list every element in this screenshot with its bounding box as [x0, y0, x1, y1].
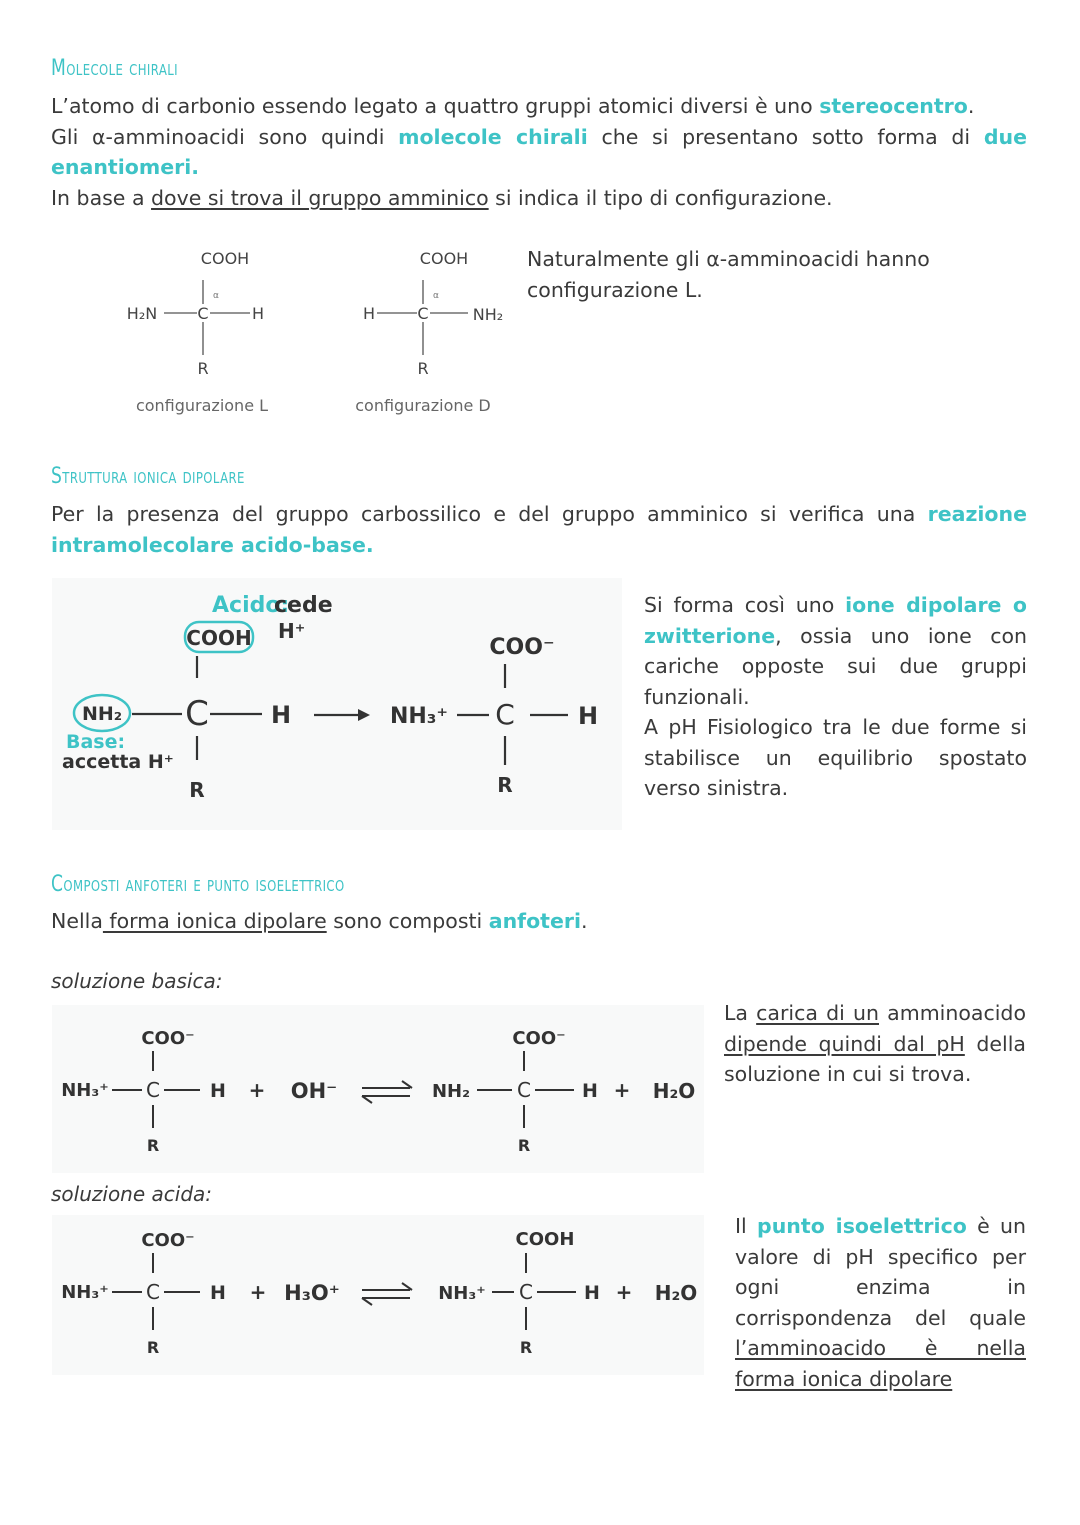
- basic-r-r: R: [517, 1136, 531, 1155]
- basic-equation-panel: [52, 1005, 704, 1173]
- basic-equation: [52, 1005, 704, 1173]
- term-zwitterione: ione dipolare o zwitterione: [644, 593, 1027, 648]
- acid-verb: cede: [274, 593, 333, 618]
- chirali-paragraph: L’atomo di carbonio essendo legato a quattro gruppi atomici diversi è uno stereocentro. Gli α-amminoacidi sono quindi molecole chirali che si presentano sotto forma di due enantiomeri.: [51, 94, 1027, 179]
- acid-r-left: NH₃⁺: [438, 1283, 486, 1304]
- product-carbon: C: [495, 698, 515, 731]
- basic-plus-1: +: [248, 1078, 266, 1102]
- underlined-forma-dipolare: l’amminoacido è nella forma ionica dipolare: [735, 1336, 1026, 1391]
- struct-d-top: COOH: [419, 249, 469, 268]
- equilibrium-arrows-acid: [362, 1283, 412, 1305]
- basic-r-left: NH₂: [431, 1081, 471, 1102]
- product-nh3: NH₃⁺: [389, 704, 449, 729]
- term-reazione-intramolecolare: reazione intramolecolare acido-base.: [51, 502, 1027, 557]
- product-coo: COO⁻: [489, 635, 555, 660]
- acid-plus-1: +: [249, 1280, 267, 1304]
- acid-r-r: R: [519, 1338, 533, 1357]
- basic-product: H₂O: [652, 1079, 696, 1103]
- underlined-dipende: dipende quindi dal pH: [724, 1031, 965, 1056]
- acid-r-top: COOH: [515, 1229, 575, 1250]
- zwitterion-diagram: [52, 578, 622, 830]
- struct-d-alpha: α: [433, 291, 439, 301]
- underlined-carica: carica di un: [756, 1001, 879, 1025]
- basic-l-h: H: [210, 1080, 226, 1102]
- underlined-forma-ionica: forma ionica dipolare: [102, 909, 327, 933]
- basic-plus-2: +: [613, 1078, 631, 1102]
- reactant-r: R: [189, 778, 205, 802]
- label-soluzione-acida: soluzione acida:: [51, 1182, 213, 1206]
- acid-equation-panel: [52, 1215, 704, 1375]
- anfoteri-paragraph: Nella forma ionica dipolare sono composti anfoteri.: [51, 909, 588, 933]
- basic-reagent: OH⁻: [290, 1079, 338, 1103]
- zwitterion-diagram-panel: [52, 578, 622, 830]
- chirali-paragraph-2: In base a dove si trova il gruppo amminico si indica il tipo di configurazione.: [51, 186, 833, 210]
- caption-config-L: configurazione L: [135, 396, 269, 415]
- acid-l-r: R: [146, 1338, 160, 1357]
- acid-plus-2: +: [615, 1280, 633, 1304]
- section-heading-anfoteri: Composti anfoteri e punto isoelettrico: [51, 872, 345, 897]
- underlined-gruppo-amminico: dove si trova il gruppo amminico: [151, 186, 489, 210]
- struct-d-center: C: [417, 304, 429, 323]
- punto-isoelettrico-note: Il punto isoelettrico è un valore di pH specifico per ogni enzima in corrispondenza del quale l’amminoacido è nella forma ionica dipolare: [735, 1214, 1026, 1391]
- fischer-projections: [100, 240, 530, 425]
- acid-hplus: H⁺: [278, 619, 306, 643]
- term-molecole-chirali: molecole chirali: [398, 124, 588, 149]
- reactant-nh2: NH₂: [81, 703, 123, 725]
- acid-label: Acido:: [212, 593, 290, 618]
- acid-equation: [52, 1215, 704, 1375]
- basic-l-left: NH₃⁺: [61, 1080, 109, 1101]
- struct-l-bottom: R: [197, 359, 209, 378]
- struct-l-right: H: [251, 304, 265, 323]
- acid-reagent: H₃O⁺: [284, 1281, 340, 1305]
- acid-product: H₂O: [654, 1281, 698, 1305]
- acid-cooh: COOH: [186, 626, 252, 650]
- zwitterion-side-text: Si forma così uno ione dipolare o zwitterione, ossia uno ione con cariche opposte sui due gruppi funzionali. A pH Fisiologico tra le due forme si stabilisce un equilibrio spostato verso sinistra.: [644, 593, 1027, 800]
- struct-l-left: H₂N: [126, 304, 158, 323]
- struct-d-left: H: [362, 304, 376, 323]
- basic-l-top: COO⁻: [141, 1028, 195, 1049]
- section-heading-chirali: Molecole chirali: [51, 56, 178, 81]
- acid-r-h: H: [584, 1282, 600, 1304]
- term-stereocentro: stereocentro: [819, 94, 968, 118]
- acid-l-left: NH₃⁺: [61, 1282, 109, 1303]
- struct-d-right: NH₂: [472, 305, 504, 324]
- basic-r-c: C: [517, 1078, 531, 1102]
- base-label: Base:: [66, 731, 126, 753]
- config-side-note: Naturalmente gli α-amminoacidi hanno configurazione L.: [527, 247, 930, 302]
- product-h: H: [577, 702, 599, 730]
- carica-note: La carica di un amminoacido dipende quindi dal pH della soluzione in cui si trova.: [724, 1001, 1026, 1086]
- struct-d-bottom: R: [417, 359, 429, 378]
- base-verb: accetta H⁺: [62, 751, 174, 773]
- struct-l-center: C: [197, 304, 209, 323]
- structure-config-D: [355, 249, 503, 415]
- struct-l-top: COOH: [200, 249, 250, 268]
- acid-l-h: H: [210, 1282, 226, 1304]
- basic-l-c: C: [146, 1078, 160, 1102]
- reactant-h: H: [270, 701, 292, 729]
- label-soluzione-basica: soluzione basica:: [51, 969, 223, 993]
- caption-config-D: configurazione D: [355, 396, 491, 415]
- struct-l-alpha: α: [213, 291, 219, 301]
- basic-r-top: COO⁻: [512, 1028, 566, 1049]
- acid-l-top: COO⁻: [141, 1230, 195, 1251]
- acid-r-c: C: [519, 1280, 533, 1304]
- acid-l-c: C: [146, 1280, 160, 1304]
- reactant-carbon: C: [185, 694, 209, 734]
- term-due-enantiomeri: due enantiomeri.: [51, 124, 1027, 179]
- basic-l-r: R: [146, 1136, 160, 1155]
- product-r: R: [497, 773, 513, 797]
- dipolare-paragraph: Per la presenza del gruppo carbossilico e del gruppo amminico si verifica una reazione intramolecolare acido-base.: [51, 502, 1027, 557]
- structure-config-L: [127, 249, 268, 415]
- term-anfoteri: anfoteri: [488, 909, 582, 933]
- basic-r-h: H: [582, 1080, 598, 1102]
- term-punto-isoelettrico: punto isoelettrico: [757, 1214, 967, 1238]
- section-heading-dipolare: Struttura ionica dipolare: [51, 464, 245, 489]
- equilibrium-arrows: [362, 1081, 412, 1103]
